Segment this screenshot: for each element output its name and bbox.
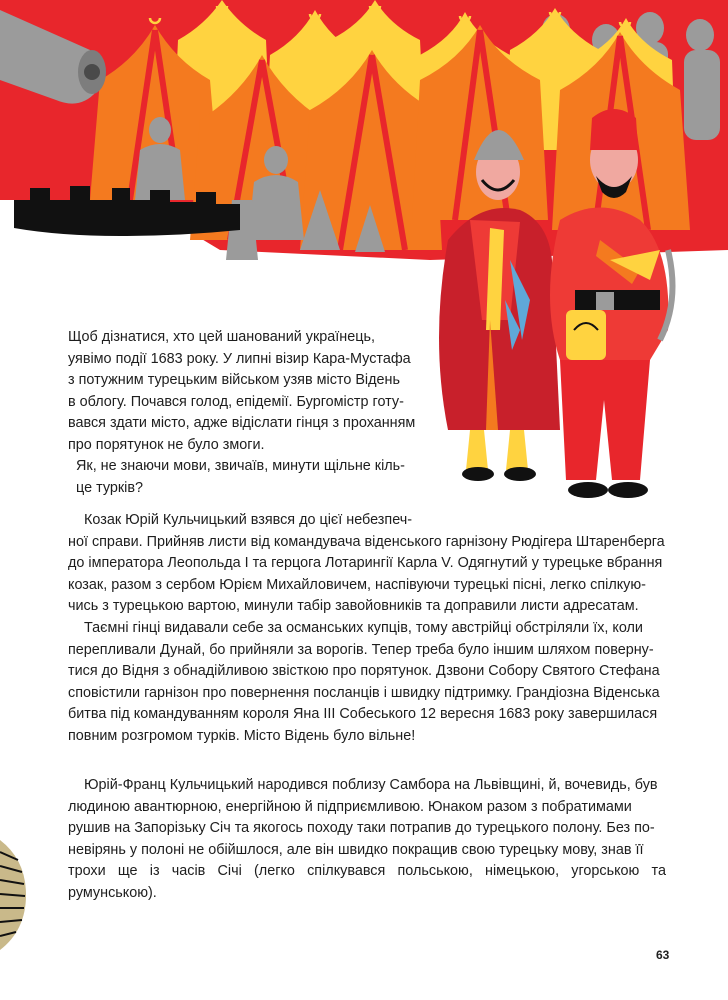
text-line: повним розгромом турків. Місто Відень було вільне! bbox=[68, 727, 416, 744]
text-line: Як, не знаючи мови, звичаїв, минути щільне кіль- bbox=[76, 458, 405, 474]
text-line: перепливали Дунай, бо прийняли за ворогів. Тепер треба було іншим шляхом поверну- bbox=[68, 641, 654, 658]
text-line: Козак Юрій Кульчицький взявся до цієї небезпеч- bbox=[84, 512, 413, 528]
text-line: уявімо події 1683 року. У липні візир Кара-Мустафа bbox=[68, 350, 411, 367]
text-line: рушив на Запорізьку Січ та якогось походу таки потрапив до турецького полону. Без по- bbox=[68, 820, 655, 837]
page-number: 63 bbox=[656, 948, 670, 962]
black-battlement-ground bbox=[14, 186, 240, 236]
text-line: Юрій-Франц Кульчицький народився поблизу Самбора на Львівщині, й, вочевидь, був bbox=[84, 777, 658, 793]
text-line: в облогу. Почався голод, епідемії. Бургомістр готу- bbox=[68, 393, 404, 410]
text-line: Таємні гінці видавали себе за османських купців, тому австрійці обстріляли їх, коли bbox=[84, 620, 643, 636]
text-line: вався здати місто, адже відіслати гінця з проханням bbox=[68, 415, 416, 432]
text-line: козак, разом з сербом Юрієм Михайловичем, наспівуючи турецькі пісні, легко спілкую- bbox=[68, 576, 646, 593]
paragraph-return-battle bbox=[68, 618, 666, 748]
text-line: з потужним турецьким військом узяв місто Відень bbox=[68, 372, 400, 389]
text-line: чись з турецькою вартою, минули табір завойовників та доправили листи адресатам. bbox=[68, 598, 639, 615]
paragraph-question bbox=[68, 456, 418, 499]
paragraph-cossack-mission bbox=[68, 510, 666, 618]
text-line: людиною авантюрною, енергійною й підприємливою. Юнаком разом з побратимами bbox=[68, 798, 632, 815]
coin-ornament bbox=[0, 840, 26, 950]
text-line: Щоб дізнатися, хто цей шанований українець, bbox=[68, 329, 375, 345]
text-line: тися до Відня з обнадійливою звісткою про порятунок. Дзвони Собору Святого Стефана bbox=[68, 663, 660, 680]
text-line: ної справи. Прийняв листи від командувача віденського гарнізону Рюдігера Штаренберга bbox=[68, 533, 665, 550]
paragraph-intro bbox=[68, 327, 418, 457]
text-line: до імператора Леопольда I та герцога Лотарингії Карла V. Одягнутий у турецьке вбрання bbox=[68, 555, 663, 572]
text-line: сповістили гарнізон про повернення посланців і швидку підтримку. Грандіозна Віденська bbox=[68, 684, 660, 701]
text-line: битва під командуванням короля Яна III Собеського 12 вересня 1683 року завершилася bbox=[68, 706, 658, 723]
text-line: невірянь у полоні не обійшлося, але він швидко покращив свою турецьку мову, знав її bbox=[68, 841, 644, 858]
text-line: трохи ще із часів Січі (легко спілкувався польською, німецькою, угорською та румунською). bbox=[68, 863, 666, 901]
text-line: це турків? bbox=[76, 479, 144, 496]
paragraph-biography bbox=[68, 775, 666, 905]
text-line: про порятунок не було змоги. bbox=[68, 436, 265, 453]
